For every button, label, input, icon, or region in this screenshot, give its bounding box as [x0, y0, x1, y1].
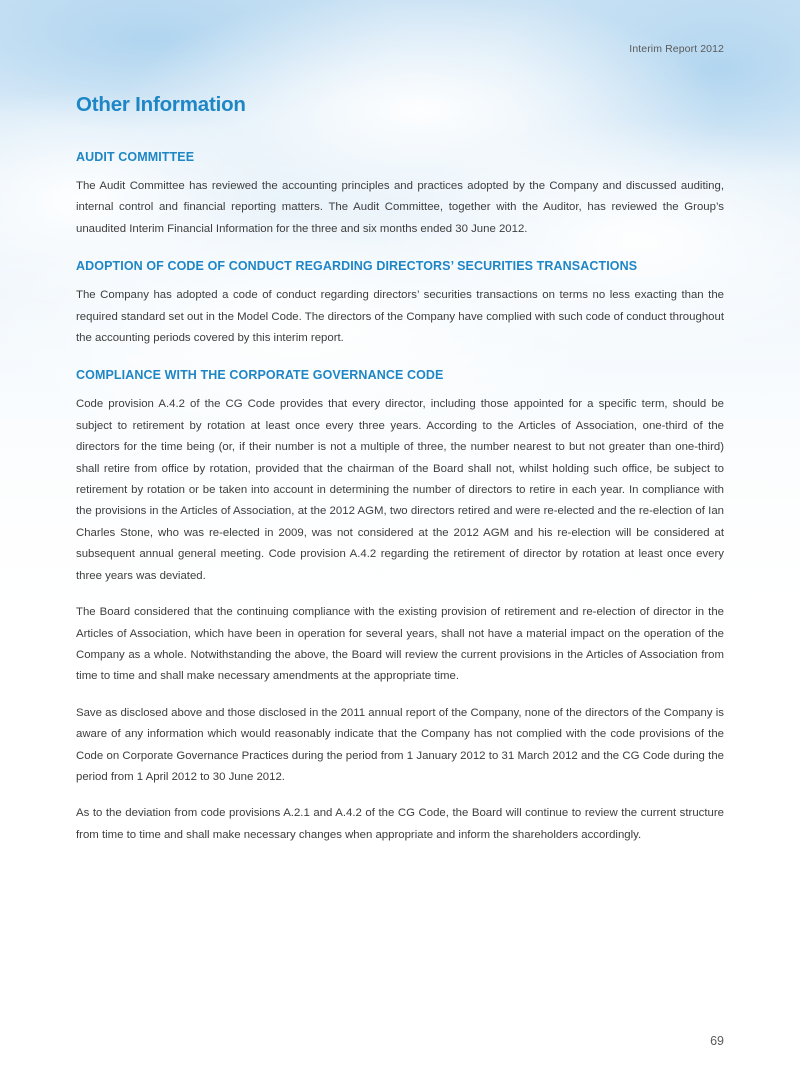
- page-number: 69: [710, 1034, 724, 1048]
- section-audit-committee: [76, 150, 724, 240]
- paragraph: The Company has adopted a code of conduct regarding directors’ securities transactions on terms no less exacting than the required standard set out in the Model Code. The directors of the Company have complied with such code of conduct throughout the accounting periods covered by this interim report.: [76, 289, 724, 345]
- paragraph: Save as disclosed above and those disclosed in the 2011 annual report of the Company, none of the directors of the Company is aware of any information which would reasonably indicate that the Company has not complied with the code provisions of the Code on Corporate Governance Practices during the period from 1 January 2012 to 31 March 2012 and the CG Code during the period from 1 April 2012 to 30 June 2012.: [76, 706, 724, 783]
- paragraph: The Board considered that the continuing compliance with the existing provision of retirement and re-election of director in the Articles of Association, which have been in operation for several years, shall not have a material impact on the operation of the Company as a whole. Notwithstanding the above, the Board will review the current provisions in the Articles of Association from time to time and shall make necessary amendments at the appropriate time.: [76, 606, 724, 683]
- page-title: Other Information: [76, 93, 246, 116]
- section-corporate-governance: [76, 368, 724, 846]
- section-heading: COMPLIANCE WITH THE CORPORATE GOVERNANCE CODE: [76, 368, 444, 383]
- section-heading: AUDIT COMMITTEE: [76, 150, 195, 164]
- paragraph: The Audit Committee has reviewed the accounting principles and practices adopted by the Company and discussed auditing, internal control and financial reporting matters. The Audit Committee, together with the Auditor, has reviewed the Group’s unaudited Interim Financial Information for the three and six months ended 30 June 2012.: [76, 180, 724, 235]
- running-header: Interim Report 2012: [629, 43, 724, 55]
- paragraph: Code provision A.4.2 of the CG Code provides that every director, including those appointed for a specific term, should be subject to retirement by rotation at least once every three years. According to the Articles of Association, one-third of the directors for the time being (or, if their number is not a multiple of three, the number nearest to but not greater than one-third) shall retire from office by rotation, provided that the chairman of the Board shall not, whilst holding such office, be subject to retirement by rotation or be taken into account in determining the number of directors to retire in each year. In compliance with the provisions in the Articles of Association, at the 2012 AGM, two directors retired and were re-elected and the re-election of Ian Charles Stone, who was re-elected in 2009, was not considered at the 2012 AGM and his re-election will be considered at subsequent annual general meeting. Code provision A.4.2 regarding the retirement of director by rotation at least once every three years was deviated.: [76, 398, 724, 582]
- paragraph: As to the deviation from code provisions A.2.1 and A.4.2 of the CG Code, the Board will continue to review the current structure from time to time and shall make necessary changes when appropriate and inform the shareholders accordingly.: [76, 807, 724, 841]
- section-code-of-conduct: [76, 259, 724, 349]
- main-content: [76, 150, 724, 861]
- section-heading: ADOPTION OF CODE OF CONDUCT REGARDING DIRECTORS’ SECURITIES TRANSACTIONS: [76, 259, 638, 274]
